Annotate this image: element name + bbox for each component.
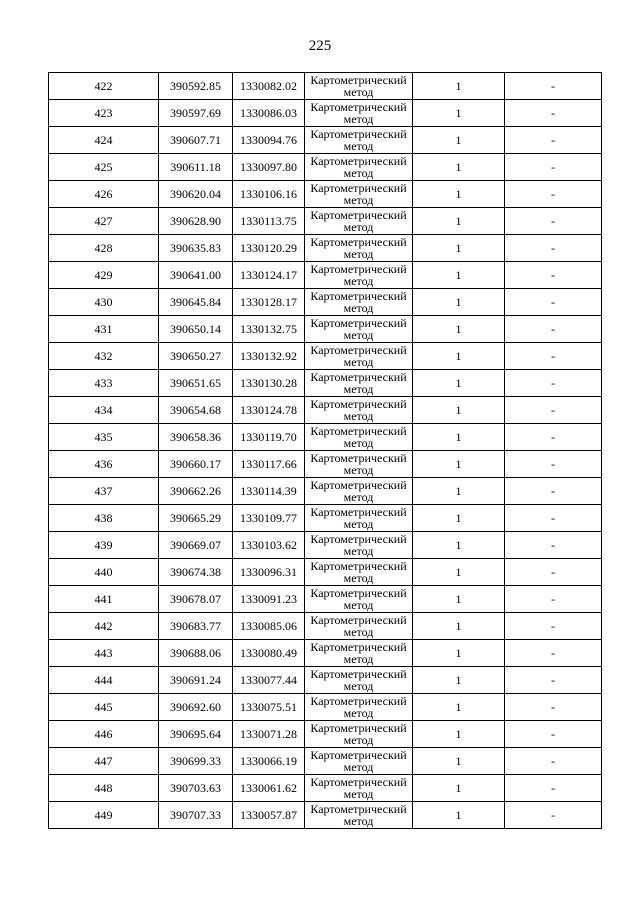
- method-line-1: Картометрический: [310, 73, 407, 87]
- method-cell: [305, 667, 413, 694]
- method-cell: [305, 289, 413, 316]
- x-coordinate-cell: 390665.29: [159, 505, 233, 532]
- coordinates-table-body: [49, 73, 602, 829]
- y-coordinate-cell: 1330075.51: [233, 694, 305, 721]
- point-number-cell: 431: [49, 316, 159, 343]
- method-cell: [305, 721, 413, 748]
- accuracy-cell: 1: [413, 262, 505, 289]
- table-row: [49, 424, 602, 451]
- note-cell: -: [505, 289, 602, 316]
- x-coordinate-cell: 390703.63: [159, 775, 233, 802]
- point-number-cell: 442: [49, 613, 159, 640]
- note-cell: -: [505, 505, 602, 532]
- table-row: [49, 640, 602, 667]
- x-coordinate-cell: 390674.38: [159, 559, 233, 586]
- y-coordinate-cell: 1330071.28: [233, 721, 305, 748]
- method-cell: [305, 775, 413, 802]
- point-number-cell: 425: [49, 154, 159, 181]
- x-coordinate-cell: 390691.24: [159, 667, 233, 694]
- method-cell: [305, 343, 413, 370]
- method-line-1: Картометрический: [310, 532, 407, 546]
- method-line-2: метод: [343, 760, 374, 774]
- table-row: [49, 316, 602, 343]
- accuracy-cell: 1: [413, 586, 505, 613]
- accuracy-cell: 1: [413, 100, 505, 127]
- method-line-1: Картометрический: [310, 586, 407, 600]
- method-line-2: метод: [343, 274, 374, 288]
- table-row: [49, 532, 602, 559]
- point-number-cell: 441: [49, 586, 159, 613]
- method-line-2: метод: [343, 598, 374, 612]
- method-cell: [305, 613, 413, 640]
- note-cell: -: [505, 316, 602, 343]
- method-line-2: метод: [343, 247, 374, 261]
- x-coordinate-cell: 390660.17: [159, 451, 233, 478]
- method-cell: [305, 640, 413, 667]
- x-coordinate-cell: 390678.07: [159, 586, 233, 613]
- accuracy-cell: 1: [413, 370, 505, 397]
- method-cell: [305, 424, 413, 451]
- table-row: [49, 154, 602, 181]
- point-number-cell: 423: [49, 100, 159, 127]
- accuracy-cell: 1: [413, 721, 505, 748]
- point-number-cell: 438: [49, 505, 159, 532]
- table-row: [49, 667, 602, 694]
- x-coordinate-cell: 390692.60: [159, 694, 233, 721]
- method-cell: [305, 127, 413, 154]
- point-number-cell: 448: [49, 775, 159, 802]
- method-line-1: Картометрический: [310, 262, 407, 276]
- method-line-2: метод: [343, 652, 374, 666]
- method-line-1: Картометрический: [310, 775, 407, 789]
- x-coordinate-cell: 390688.06: [159, 640, 233, 667]
- accuracy-cell: 1: [413, 154, 505, 181]
- accuracy-cell: 1: [413, 397, 505, 424]
- method-line-1: Картометрический: [310, 208, 407, 222]
- accuracy-cell: 1: [413, 478, 505, 505]
- accuracy-cell: 1: [413, 667, 505, 694]
- method-line-1: Картометрический: [310, 451, 407, 465]
- y-coordinate-cell: 1330061.62: [233, 775, 305, 802]
- method-line-2: метод: [343, 85, 374, 99]
- table-row: [49, 127, 602, 154]
- table-row: [49, 181, 602, 208]
- method-cell: [305, 154, 413, 181]
- accuracy-cell: 1: [413, 640, 505, 667]
- table-row: [49, 613, 602, 640]
- x-coordinate-cell: 390635.83: [159, 235, 233, 262]
- note-cell: -: [505, 127, 602, 154]
- method-line-1: Картометрический: [310, 154, 407, 168]
- method-line-1: Картометрический: [310, 802, 407, 816]
- point-number-cell: 424: [49, 127, 159, 154]
- method-cell: [305, 451, 413, 478]
- note-cell: -: [505, 667, 602, 694]
- table-row: [49, 262, 602, 289]
- note-cell: -: [505, 640, 602, 667]
- point-number-cell: 426: [49, 181, 159, 208]
- accuracy-cell: 1: [413, 424, 505, 451]
- x-coordinate-cell: 390592.85: [159, 73, 233, 100]
- table-row: [49, 721, 602, 748]
- method-line-2: метод: [343, 517, 374, 531]
- y-coordinate-cell: 1330077.44: [233, 667, 305, 694]
- method-line-2: метод: [343, 814, 374, 828]
- y-coordinate-cell: 1330086.03: [233, 100, 305, 127]
- method-line-1: Картометрический: [310, 289, 407, 303]
- method-line-1: Картометрический: [310, 235, 407, 249]
- method-line-2: метод: [343, 706, 374, 720]
- x-coordinate-cell: 390651.65: [159, 370, 233, 397]
- method-cell: [305, 748, 413, 775]
- method-cell: [305, 397, 413, 424]
- y-coordinate-cell: 1330124.17: [233, 262, 305, 289]
- table-row: [49, 775, 602, 802]
- y-coordinate-cell: 1330120.29: [233, 235, 305, 262]
- method-line-1: Картометрический: [310, 316, 407, 330]
- note-cell: -: [505, 532, 602, 559]
- table-row: [49, 73, 602, 100]
- method-line-2: метод: [343, 625, 374, 639]
- table-row: [49, 343, 602, 370]
- method-line-2: метод: [343, 355, 374, 369]
- y-coordinate-cell: 1330109.77: [233, 505, 305, 532]
- method-cell: [305, 694, 413, 721]
- y-coordinate-cell: 1330132.92: [233, 343, 305, 370]
- method-line-1: Картометрический: [310, 667, 407, 681]
- x-coordinate-cell: 390628.90: [159, 208, 233, 235]
- x-coordinate-cell: 390658.36: [159, 424, 233, 451]
- y-coordinate-cell: 1330085.06: [233, 613, 305, 640]
- method-line-2: метод: [343, 679, 374, 693]
- y-coordinate-cell: 1330130.28: [233, 370, 305, 397]
- coordinates-table: [48, 72, 602, 829]
- accuracy-cell: 1: [413, 748, 505, 775]
- table-row: [49, 586, 602, 613]
- note-cell: -: [505, 613, 602, 640]
- note-cell: -: [505, 802, 602, 829]
- method-cell: [305, 478, 413, 505]
- accuracy-cell: 1: [413, 208, 505, 235]
- accuracy-cell: 1: [413, 235, 505, 262]
- method-line-1: Картометрический: [310, 127, 407, 141]
- method-cell: [305, 559, 413, 586]
- x-coordinate-cell: 390620.04: [159, 181, 233, 208]
- note-cell: -: [505, 775, 602, 802]
- x-coordinate-cell: 390611.18: [159, 154, 233, 181]
- note-cell: -: [505, 73, 602, 100]
- method-line-2: метод: [343, 571, 374, 585]
- table-row: [49, 559, 602, 586]
- accuracy-cell: 1: [413, 802, 505, 829]
- method-cell: [305, 73, 413, 100]
- point-number-cell: 430: [49, 289, 159, 316]
- y-coordinate-cell: 1330066.19: [233, 748, 305, 775]
- point-number-cell: 433: [49, 370, 159, 397]
- point-number-cell: 447: [49, 748, 159, 775]
- method-cell: [305, 100, 413, 127]
- note-cell: -: [505, 748, 602, 775]
- method-line-1: Картометрический: [310, 424, 407, 438]
- method-cell: [305, 316, 413, 343]
- accuracy-cell: 1: [413, 289, 505, 316]
- point-number-cell: 440: [49, 559, 159, 586]
- x-coordinate-cell: 390683.77: [159, 613, 233, 640]
- accuracy-cell: 1: [413, 181, 505, 208]
- y-coordinate-cell: 1330119.70: [233, 424, 305, 451]
- method-line-1: Картометрический: [310, 370, 407, 384]
- method-line-2: метод: [343, 193, 374, 207]
- accuracy-cell: 1: [413, 316, 505, 343]
- table-row: [49, 208, 602, 235]
- accuracy-cell: 1: [413, 505, 505, 532]
- y-coordinate-cell: 1330124.78: [233, 397, 305, 424]
- table-row: [49, 478, 602, 505]
- method-cell: [305, 370, 413, 397]
- accuracy-cell: 1: [413, 613, 505, 640]
- accuracy-cell: 1: [413, 73, 505, 100]
- method-line-1: Картометрический: [310, 559, 407, 573]
- note-cell: -: [505, 694, 602, 721]
- point-number-cell: 435: [49, 424, 159, 451]
- accuracy-cell: 1: [413, 127, 505, 154]
- x-coordinate-cell: 390654.68: [159, 397, 233, 424]
- x-coordinate-cell: 390607.71: [159, 127, 233, 154]
- y-coordinate-cell: 1330094.76: [233, 127, 305, 154]
- point-number-cell: 444: [49, 667, 159, 694]
- y-coordinate-cell: 1330103.62: [233, 532, 305, 559]
- method-line-1: Картометрический: [310, 640, 407, 654]
- y-coordinate-cell: 1330106.16: [233, 181, 305, 208]
- note-cell: -: [505, 154, 602, 181]
- y-coordinate-cell: 1330097.80: [233, 154, 305, 181]
- x-coordinate-cell: 390669.07: [159, 532, 233, 559]
- method-line-1: Картометрический: [310, 694, 407, 708]
- method-line-1: Картометрический: [310, 478, 407, 492]
- note-cell: -: [505, 208, 602, 235]
- note-cell: -: [505, 235, 602, 262]
- y-coordinate-cell: 1330057.87: [233, 802, 305, 829]
- accuracy-cell: 1: [413, 532, 505, 559]
- method-line-2: метод: [343, 301, 374, 315]
- point-number-cell: 446: [49, 721, 159, 748]
- method-line-1: Картометрический: [310, 613, 407, 627]
- method-line-2: метод: [343, 436, 374, 450]
- note-cell: -: [505, 721, 602, 748]
- method-line-2: метод: [343, 328, 374, 342]
- method-cell: [305, 505, 413, 532]
- x-coordinate-cell: 390645.84: [159, 289, 233, 316]
- note-cell: -: [505, 451, 602, 478]
- y-coordinate-cell: 1330080.49: [233, 640, 305, 667]
- point-number-cell: 427: [49, 208, 159, 235]
- table-row: [49, 289, 602, 316]
- note-cell: -: [505, 478, 602, 505]
- point-number-cell: 437: [49, 478, 159, 505]
- x-coordinate-cell: 390650.14: [159, 316, 233, 343]
- x-coordinate-cell: 390662.26: [159, 478, 233, 505]
- method-line-1: Картометрический: [310, 100, 407, 114]
- table-row: [49, 235, 602, 262]
- x-coordinate-cell: 390707.33: [159, 802, 233, 829]
- method-cell: [305, 262, 413, 289]
- y-coordinate-cell: 1330096.31: [233, 559, 305, 586]
- method-line-2: метод: [343, 220, 374, 234]
- accuracy-cell: 1: [413, 559, 505, 586]
- method-line-2: метод: [343, 409, 374, 423]
- method-line-2: метод: [343, 139, 374, 153]
- point-number-cell: 432: [49, 343, 159, 370]
- note-cell: -: [505, 262, 602, 289]
- table-row: [49, 100, 602, 127]
- note-cell: -: [505, 181, 602, 208]
- table-row: [49, 802, 602, 829]
- x-coordinate-cell: 390650.27: [159, 343, 233, 370]
- table-row: [49, 748, 602, 775]
- note-cell: -: [505, 586, 602, 613]
- note-cell: -: [505, 559, 602, 586]
- method-cell: [305, 181, 413, 208]
- point-number-cell: 429: [49, 262, 159, 289]
- table-row: [49, 451, 602, 478]
- method-line-2: метод: [343, 733, 374, 747]
- method-line-1: Картометрический: [310, 505, 407, 519]
- table-row: [49, 505, 602, 532]
- note-cell: -: [505, 370, 602, 397]
- method-cell: [305, 235, 413, 262]
- method-line-1: Картометрический: [310, 748, 407, 762]
- y-coordinate-cell: 1330113.75: [233, 208, 305, 235]
- note-cell: -: [505, 100, 602, 127]
- y-coordinate-cell: 1330132.75: [233, 316, 305, 343]
- point-number-cell: 434: [49, 397, 159, 424]
- table-row: [49, 370, 602, 397]
- note-cell: -: [505, 424, 602, 451]
- method-line-2: метод: [343, 166, 374, 180]
- method-line-2: метод: [343, 382, 374, 396]
- accuracy-cell: 1: [413, 343, 505, 370]
- method-line-2: метод: [343, 787, 374, 801]
- accuracy-cell: 1: [413, 694, 505, 721]
- accuracy-cell: 1: [413, 451, 505, 478]
- method-line-2: метод: [343, 112, 374, 126]
- x-coordinate-cell: 390597.69: [159, 100, 233, 127]
- method-line-2: метод: [343, 463, 374, 477]
- point-number-cell: 443: [49, 640, 159, 667]
- point-number-cell: 449: [49, 802, 159, 829]
- page-number: 225: [308, 38, 332, 54]
- method-cell: [305, 532, 413, 559]
- point-number-cell: 445: [49, 694, 159, 721]
- method-line-2: метод: [343, 490, 374, 504]
- x-coordinate-cell: 390695.64: [159, 721, 233, 748]
- note-cell: -: [505, 397, 602, 424]
- table-row: [49, 397, 602, 424]
- y-coordinate-cell: 1330128.17: [233, 289, 305, 316]
- point-number-cell: 422: [49, 73, 159, 100]
- method-line-1: Картометрический: [310, 343, 407, 357]
- note-cell: -: [505, 343, 602, 370]
- method-line-2: метод: [343, 544, 374, 558]
- table-row: [49, 694, 602, 721]
- y-coordinate-cell: 1330114.39: [233, 478, 305, 505]
- y-coordinate-cell: 1330082.02: [233, 73, 305, 100]
- accuracy-cell: 1: [413, 775, 505, 802]
- y-coordinate-cell: 1330117.66: [233, 451, 305, 478]
- point-number-cell: 436: [49, 451, 159, 478]
- method-cell: [305, 586, 413, 613]
- method-line-1: Картометрический: [310, 397, 407, 411]
- x-coordinate-cell: 390641.00: [159, 262, 233, 289]
- method-cell: [305, 208, 413, 235]
- method-cell: [305, 802, 413, 829]
- x-coordinate-cell: 390699.33: [159, 748, 233, 775]
- method-line-1: Картометрический: [310, 181, 407, 195]
- y-coordinate-cell: 1330091.23: [233, 586, 305, 613]
- method-line-1: Картометрический: [310, 721, 407, 735]
- point-number-cell: 439: [49, 532, 159, 559]
- point-number-cell: 428: [49, 235, 159, 262]
